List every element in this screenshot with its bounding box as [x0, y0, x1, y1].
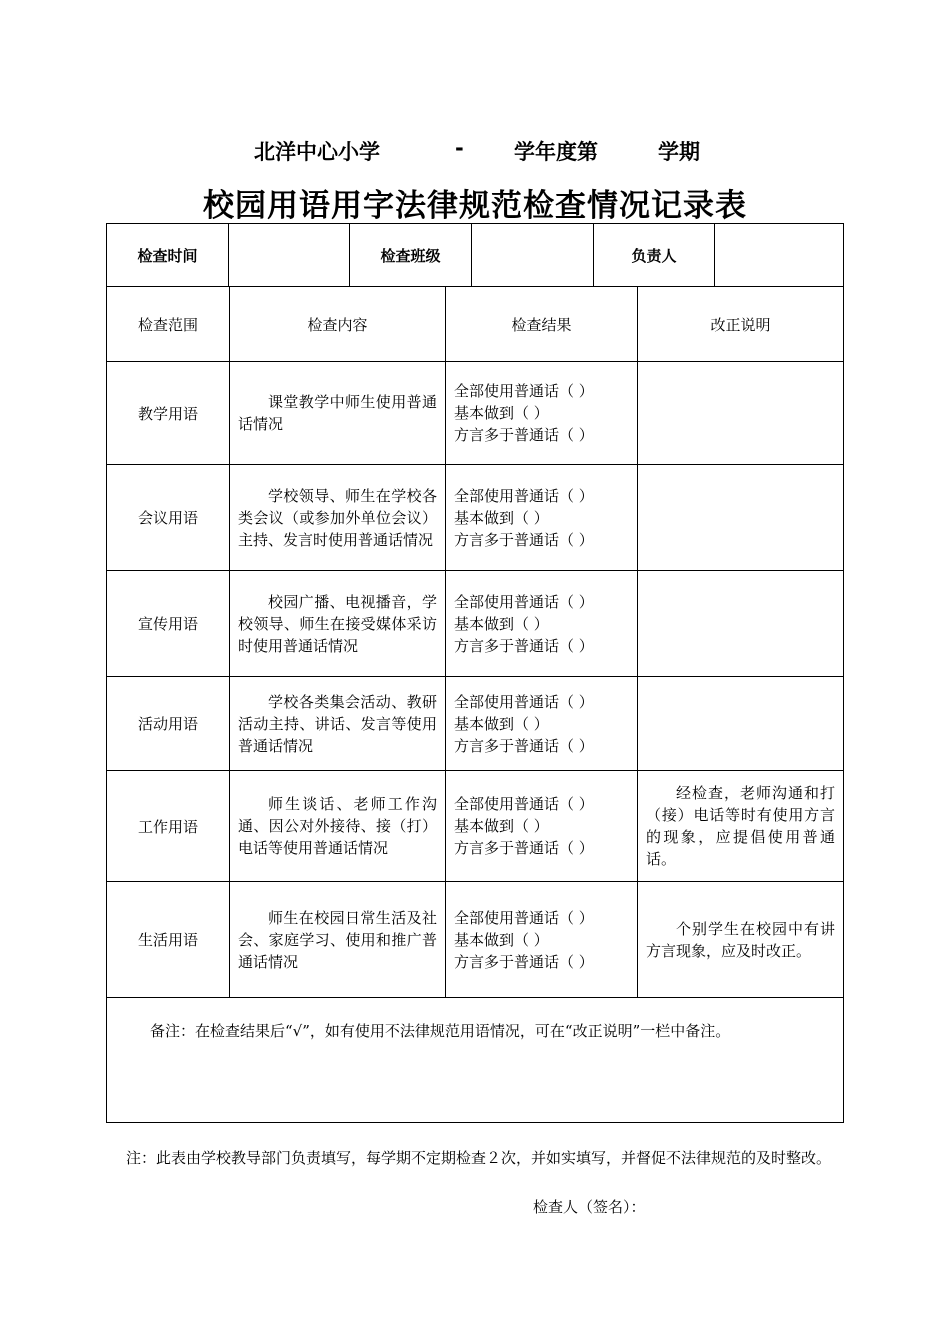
school-name: 北洋中心小学	[254, 140, 380, 164]
column-header-scope: 检查范围	[137, 315, 198, 334]
row-scope: 生活用语	[137, 931, 198, 949]
row-remark[interactable]: 个别学生在校园中有讲方言现象，应及时改正。	[646, 919, 835, 960]
check-class-field[interactable]	[472, 224, 593, 286]
footer-note: 注：此表由学校教导部门负责填写，每学期不定期检查２次，并如实填写，并督促不法律规范的及时整改。	[126, 1149, 832, 1167]
record-table	[106, 223, 844, 1123]
check-time-field[interactable]	[229, 224, 349, 286]
person-in-charge-label: 负责人	[631, 246, 677, 265]
row-scope: 活动用语	[137, 715, 198, 733]
row-scope: 宣传用语	[137, 615, 198, 633]
year-label: 学年度第	[514, 140, 598, 164]
check-time-label: 检查时间	[137, 246, 198, 265]
row-result[interactable]: 全部使用普通话（ ） 基本做到（ ） 方言多于普通话（ ）	[454, 908, 594, 971]
person-in-charge-field[interactable]	[715, 224, 843, 286]
page-title: 校园用语用字法律规范检查情况记录表	[203, 188, 747, 224]
row-result[interactable]: 全部使用普通话（ ） 基本做到（ ） 方言多于普通话（ ）	[454, 382, 594, 444]
row-remark[interactable]: 经检查，老师沟通和打（接）电话等时有使用方言的现象，应提倡使用普通话。	[646, 784, 835, 868]
row-remark[interactable]	[638, 465, 843, 570]
term-label: 学期	[658, 140, 700, 164]
row-content: 学校领导、师生在学校各类会议（或参加外单位会议）主持、发言时使用普通话情况	[238, 486, 437, 549]
row-remark[interactable]	[638, 362, 843, 464]
memo-text: 备注：在检查结果后“√”，如有使用不法律规范用语情况，可在“改正说明”一栏中备注。	[150, 1022, 731, 1040]
row-remark[interactable]	[638, 677, 843, 770]
row-scope: 工作用语	[137, 817, 198, 836]
year-dash: -	[455, 136, 464, 160]
row-remark[interactable]	[638, 571, 843, 676]
row-result[interactable]: 全部使用普通话（ ） 基本做到（ ） 方言多于普通话（ ）	[454, 692, 594, 755]
row-content: 课堂教学中师生使用普通话情况	[238, 393, 437, 433]
signature-label: 检查人（签名）：	[533, 1198, 646, 1216]
row-divider	[107, 997, 843, 998]
check-class-label: 检查班级	[380, 246, 441, 265]
row-content: 师生在校园日常生活及社会、家庭学习、使用和推广普通话情况	[238, 908, 437, 971]
row-content: 校园广播、电视播音，学校领导、师生在接受媒体采访时使用普通话情况	[238, 592, 437, 655]
column-header-result: 检查结果	[511, 315, 572, 334]
row-result[interactable]: 全部使用普通话（ ） 基本做到（ ） 方言多于普通话（ ）	[454, 486, 594, 549]
row-result[interactable]: 全部使用普通话（ ） 基本做到（ ） 方言多于普通话（ ）	[454, 592, 594, 655]
row-scope: 会议用语	[137, 509, 198, 527]
column-header-remark: 改正说明	[710, 315, 771, 334]
row-content: 学校各类集会活动、教研活动主持、讲话、发言等使用普通话情况	[238, 692, 437, 755]
column-header-content: 检查内容	[307, 315, 368, 334]
term-subtitle	[0, 136, 950, 166]
row-scope: 教学用语	[137, 404, 198, 423]
row-result[interactable]: 全部使用普通话（ ） 基本做到（ ） 方言多于普通话（ ）	[454, 795, 594, 857]
row-content: 师生谈话、老师工作沟通、因公对外接待、接（打）电话等使用普通话情况	[238, 795, 437, 857]
